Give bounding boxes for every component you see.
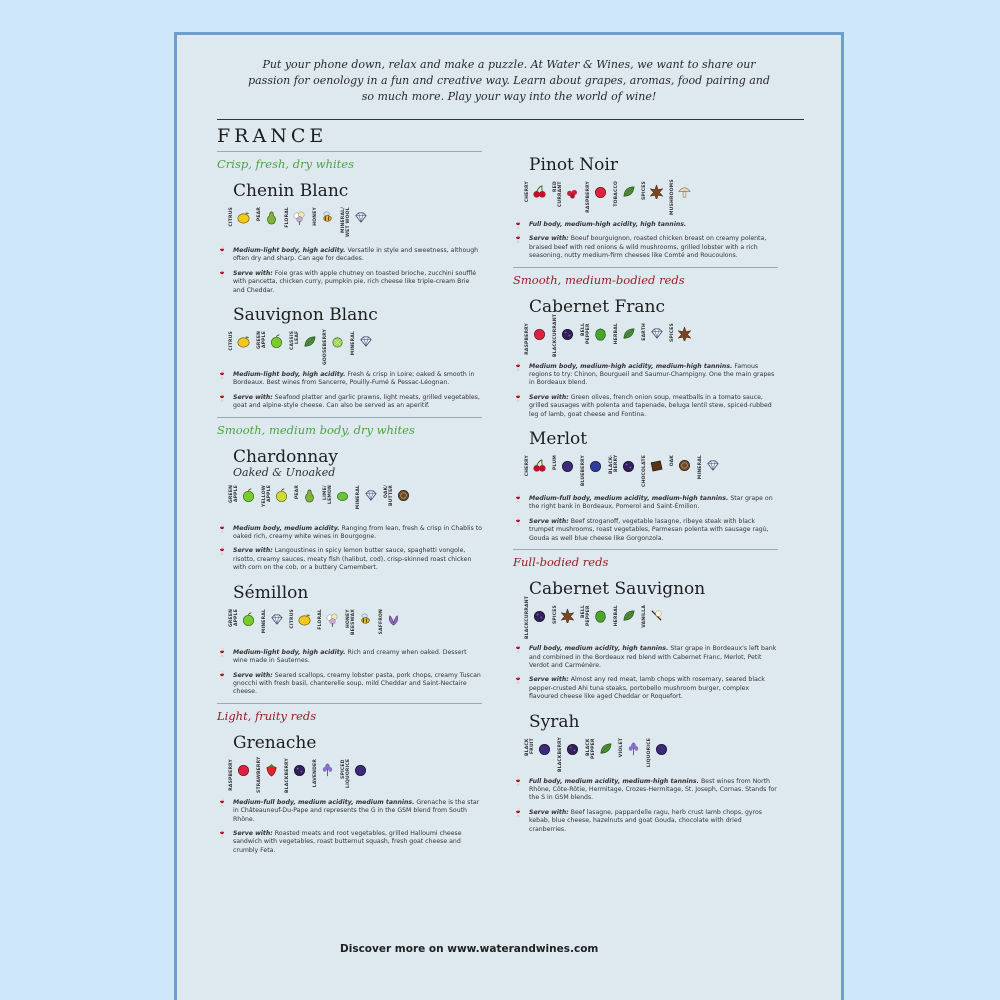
wine-glass-icon: 🍷 [217,246,227,255]
blue-icon [588,458,603,473]
grape-section [217,583,482,697]
aroma-label: VIOLET [619,737,624,757]
cherry-icon [532,458,547,473]
aroma-label: YELLOW APPLE [262,484,272,507]
aroma-item [525,323,547,357]
aroma-item [698,455,720,489]
aroma-label: BLACK PEPPER [586,737,596,759]
aroma-item [229,609,256,643]
grape-section [513,297,778,419]
body-profile: Medium-light body, high acidity. [233,247,346,254]
lemon-icon [297,612,312,627]
aroma-row [525,313,778,357]
aroma-label: FLORAL [318,608,323,630]
wine-glass-icon: 🍷 [513,516,523,526]
wine-glass-icon: 🍷 [513,807,523,817]
aroma-label: CITRUS [290,608,295,629]
pepper-icon [593,326,608,341]
aroma-item [642,605,664,639]
plum-icon [654,741,669,756]
wine-glass-icon: 🍷 [217,392,227,402]
apple-icon [241,612,256,627]
flower-icon [325,612,340,627]
body-profile: Medium-full body, medium acidity, medium-high tannins. [529,495,729,503]
flower-icon [292,210,307,225]
wine-glass-icon: 🍷 [217,647,227,657]
pairing-text: Beef stroganoff, vegetable lasagne, ribeye steak with black trumpet mushrooms, roast vegetables, Parmesan polenta with sausage ragù, Gouda as well blue cheese like Gorgonzola. [529,517,769,542]
aroma-label: PEAR [257,207,262,222]
aroma-item [670,181,692,215]
aroma-item [379,609,401,643]
body-profile: Medium body, medium acidity. [233,524,340,532]
country-title: FRANCE [217,125,328,147]
aroma-label: VANILLA [642,605,647,628]
aroma-label: MINERAL/ WET WOOL [341,207,351,237]
aroma-row [229,756,482,793]
aroma-item [229,207,251,241]
grape-section [217,447,482,573]
aroma-item [586,738,613,772]
plum-icon [560,458,575,473]
diamond-icon [649,326,664,341]
aroma-item [525,738,552,772]
aroma-label: CHERRY [525,455,530,477]
aroma-item [553,181,580,215]
wine-glass-icon: 🍷 [217,828,227,838]
grape-name: Syrah [529,711,580,732]
pepper-icon [593,608,608,623]
pairing-description [217,547,482,572]
aroma-label: CHOCOLATE [642,455,647,488]
leaf-icon [621,326,636,341]
pairing-text: Green olives, french onion soup, meatballs in a tomato sauce, grilled sausages with polenta and tapenade, beluga lentil stew, spiced-rubbed leg of lamb, goat cheese and Fontina. [529,393,772,418]
wine-glass-icon: 🍷 [513,494,523,504]
body-profile: Medium-light body, high acidity. [233,648,346,656]
aroma-label: LIQUORICE [647,737,652,767]
aroma-item [229,485,256,519]
diamond-icon [269,612,284,627]
aroma-label: BLACKBERRY [285,757,290,793]
aroma-label: MUSHROOMS [670,179,675,215]
grape-section [513,429,778,543]
body-notes: Rich and creamy when oaked. Dessert wine made in Sauternes. [233,648,467,665]
aroma-label: SPICES [553,605,558,625]
aroma-label: LIME/ LEMON [323,484,333,504]
aroma-item [670,455,692,489]
aroma-label: SPICED LIQUORICE [341,758,351,788]
pairing-description [217,672,482,697]
grape-name: Cabernet Sauvignon [529,579,706,600]
aroma-row [525,181,778,215]
aroma-item [351,331,373,365]
body-notes: Famous regions to try: Chinon, Bourgueil and Saumur-Champigny. One the main grapes in Bordeaux blend. [529,362,775,387]
wine-glass-icon: 🍷 [217,670,227,680]
aroma-item [262,609,284,643]
aroma-label: PLUM [553,455,558,470]
wine-glass-icon: 🍷 [513,361,523,371]
aroma-item [670,323,692,357]
body-description [513,778,778,803]
grape-name: Sémillon [233,582,309,603]
lemon-icon [236,334,251,349]
right-column [513,145,778,834]
footer-link-text: Discover more on www.waterandwines.com [340,943,599,955]
body-notes: Best wines from North Rhône, Côte-Rôtie, Hermitage, Crozes-Hermitage, St. Joseph, Cornas. Stands for the S in GSM blends. [529,777,777,802]
aroma-item [313,759,335,793]
star-icon [677,326,692,341]
wine-glass-icon: 🍷 [217,523,227,533]
pairing-description [513,809,778,834]
black-icon [565,741,580,756]
serve-with-label: Serve with: [529,676,569,684]
bee-icon [358,612,373,627]
aroma-label: BELL PEPPER [581,322,591,344]
aroma-label: BLUEBERRY [581,455,586,487]
aroma-label: SPICES [642,181,647,201]
body-profile: Full body, medium acidity, medium-high tannins. [529,777,699,785]
pairing-text: Seafood platter and garlic prawns, light meats, grilled vegetables, goat and alpine-style cheese. Can also be served as an aperitif. [233,393,480,410]
grape-section [513,155,778,261]
pairing-text: Roasted meats and root vegetables, grilled Halloumi cheese sandwich with vegetables, roast butternut squash, fresh goat cheese and crumbly Feta. [233,829,462,854]
pairing-description [217,270,482,295]
aroma-label: GOOSEBERRY [323,328,328,366]
aroma-label: BLACKCURRANT [553,313,558,357]
serve-with-label: Serve with: [233,829,273,837]
straw-icon [264,762,279,777]
aroma-item [295,485,317,519]
aroma-label: GREEN APPLE [257,331,267,350]
grape-name: Cabernet Franc [529,296,665,317]
pairing-description [217,394,482,411]
divider [217,119,804,120]
grape-name: Sauvignon Blanc [233,305,378,326]
aroma-item [647,738,669,772]
plum-icon [537,741,552,756]
body-description [513,495,778,512]
aroma-item [318,609,340,643]
grape-section [217,305,482,411]
lav-icon [320,762,335,777]
mush-icon [677,184,692,199]
pairing-text: Boeuf bourguignon, roasted chicken breast on creamy polenta, braised beef with red onions & wild mushrooms, grilled lobster with a rich seasoning, nutty medium-firm cheeses like Comté and Roucoulons. [529,235,767,260]
pairing-description [513,235,778,260]
grape-section [217,181,482,295]
grape-name: Pinot Noir [529,155,618,175]
wine-glass-icon: 🍷 [217,546,227,556]
aroma-item [581,605,608,639]
aroma-item [614,323,636,357]
diamond-icon [353,210,368,225]
body-description [217,799,482,824]
body-description [513,363,778,388]
wine-glass-icon: 🍷 [217,268,227,278]
wine-glass-icon: 🍷 [217,370,227,380]
aroma-item [581,455,603,489]
category-heading: Smooth, medium-bodied reds [513,267,778,287]
serve-with-label: Serve with: [233,269,273,277]
body-notes: Grenache is the star in Châteauneuf-Du-Pape and represents the G in the GSM blend from South Rhône. [233,798,480,823]
black-icon [560,326,575,341]
aroma-item [619,738,641,772]
aroma-row [229,609,482,643]
grape-section [217,733,482,855]
aroma-row [229,207,482,241]
wine-glass-icon: 🍷 [513,644,523,654]
aroma-label: SPICES [670,322,675,342]
grape-subtitle: Oaked & Unoaked [233,465,336,479]
pairing-text: Beef lasagne, pappardelle ragu, herb crust lamb chops, gyros kebab, blue cheese, hazelnuts and goat Gouda, chocolate with dried cranberries. [529,808,763,833]
aroma-item [586,181,608,215]
aroma-label: BLACK-BERRY [609,455,619,475]
apple-icon [269,334,284,349]
category-heading: Full-bodied reds [513,549,778,569]
body-description [217,247,482,264]
bee-icon [320,210,335,225]
aroma-label: CITRUS [229,207,234,227]
aroma-label: BLACK FRUIT [525,737,535,756]
grape-section [513,579,778,701]
aroma-item [558,738,580,772]
star-icon [560,608,575,623]
aroma-label: MINERAL [356,484,361,509]
leaf-icon [621,608,636,623]
lav-icon [626,741,641,756]
aroma-item [257,331,284,365]
category-heading: Light, fruity reds [217,703,482,723]
aroma-item [525,596,547,640]
aroma-item [341,759,368,793]
aroma-item [525,455,547,489]
pear-icon [302,488,317,503]
left-column [217,145,482,855]
grape-name: Merlot [529,429,588,450]
aroma-item [525,181,547,215]
pairing-text: Foie gras with apple chutney on toasted brioche, zucchini soufflé with pancetta, chicken curry, pumpkin pie, rich cheese like triple-cream Brie and Cheddar. [233,269,477,294]
wine-glass-icon: 🍷 [217,797,227,807]
aroma-item [614,181,636,215]
saffron-icon [386,612,401,627]
oak-icon [677,458,692,473]
aroma-item [346,609,373,643]
body-notes: Star grape in Bordeaux's left bank and combined in the Bordeaux red blend with Cabernet Franc, Merlot, Petit Verdot and Carménère. [529,645,777,669]
aroma-label: RASPBERRY [229,758,234,791]
grape-name: Chenin Blanc [233,181,349,201]
aroma-label: OAK/ BUTTER [384,484,394,506]
aroma-label: CITRUS [229,331,234,351]
serve-with-label: Serve with: [233,547,273,555]
rasp-icon [593,184,608,199]
rasp-icon [236,762,251,777]
berrygreen-icon [330,334,345,349]
aroma-label: HERBAL [614,322,619,344]
aroma-label: EARTH [642,322,647,341]
aroma-label: RASPBERRY [586,181,591,213]
aroma-row [229,328,482,366]
aroma-item [323,328,345,366]
aroma-label: MINERAL [351,331,356,356]
pairing-description [217,830,482,855]
oak-icon [396,488,411,503]
grape-section [513,712,778,834]
body-profile: Medium-light body, high acidity. [233,371,346,379]
aroma-label: MINERAL [698,455,703,480]
black-icon [621,458,636,473]
aroma-label: RASPBERRY [525,322,530,355]
aroma-item [356,485,378,519]
wine-glass-icon: 🍷 [513,675,523,685]
leaf-icon [621,184,636,199]
aroma-item [257,207,279,241]
aroma-label: PEAR [295,484,300,499]
body-description [217,649,482,666]
diamond-icon [363,488,378,503]
aroma-item [341,207,368,241]
aroma-label: FLORAL [285,207,290,228]
leaf-icon [598,741,613,756]
category-heading: Smooth, medium body, dry whites [217,417,482,437]
aroma-item [581,323,608,357]
rasp-icon [532,326,547,341]
aroma-row [229,485,482,519]
aroma-item [553,455,575,489]
cherry-icon [532,184,547,199]
serve-with-label: Serve with: [233,393,273,401]
choc-icon [649,458,664,473]
body-profile: Medium-full body, medium acidity, medium tannins. [233,798,415,806]
black-icon [292,762,307,777]
pear-icon [264,210,279,225]
body-description [513,645,778,670]
aroma-label: HONEY [313,207,318,226]
star-icon [649,184,664,199]
plum-icon [353,762,368,777]
body-profile: Full body, medium-high acidity, high tannins. [529,221,687,228]
aroma-label: MINERAL [262,608,267,633]
serve-with-label: Serve with: [233,671,273,679]
aroma-row [525,455,778,489]
aroma-label: RED CURRANT [553,181,563,207]
aroma-item [642,455,664,489]
aroma-item [642,181,664,215]
aroma-label: CASSIS LEAF [290,331,300,351]
body-description [513,221,778,229]
body-notes: Ranging from lean, fresh & crisp in Chablis to oaked rich, creamy white wines in Bourgogne. [233,524,482,541]
aroma-item [553,605,575,639]
aroma-item [290,331,317,365]
aroma-item [229,759,251,793]
aroma-item [285,759,307,793]
pairing-description [513,518,778,543]
diamond-icon [705,458,720,473]
aroma-row [525,738,778,772]
aroma-item [229,331,251,365]
aroma-item [553,313,575,357]
lemon-icon [236,210,251,225]
apple-icon [241,488,256,503]
pairing-text: Langoustines in spicy lemon butter sauce, spaghetti vongole, risotto, creamy sauces, meaty fish (halibut, cod), crisp-skinned roast chicken with corn on the cob, or a buttery Camembert. [233,547,472,572]
aroma-item [384,485,411,519]
body-description [217,525,482,542]
leaf-icon [302,334,317,349]
aroma-label: BLACKBERRY [558,736,563,772]
body-notes: Star grape on the right bank in Bordeaux, Pomerol and Saint-Émilion. [529,495,773,511]
serve-with-label: Serve with: [529,517,569,525]
wine-glass-icon: 🍷 [513,776,523,786]
wine-glass-icon: 🍷 [513,234,523,244]
aroma-label: STRAWBERRY [257,756,262,793]
aroma-label: BELL PEPPER [581,605,591,626]
aroma-label: HERBAL [614,605,619,627]
aroma-label: BLACKCURRANT [525,596,530,640]
pairing-text: Seared scallops, creamy lobster pasta, pork chops, creamy Tuscan gnocchi with fresh basil, chanterelle soup, mild Cheddar and Saint-Nectaire cheese. [233,671,481,696]
aroma-row [525,596,778,640]
aroma-label: GREEN APPLE [229,608,239,627]
wine-glass-icon: 🍷 [513,220,523,229]
serve-with-label: Serve with: [529,393,569,401]
aroma-item [614,605,636,639]
body-notes: Versatile in style and sweetness, although often dry and sharp. Can age for decades. [233,247,479,263]
category-heading: Crisp, fresh, dry whites [217,151,482,171]
wine-glass-icon: 🍷 [513,392,523,402]
serve-with-label: Serve with: [529,808,569,816]
aroma-label: SAFFRON [379,608,384,635]
aroma-item [285,207,307,241]
body-profile: Full body, medium acidity, high tannins. [529,645,669,653]
grape-name: Chardonnay [233,446,338,467]
aroma-item [323,485,350,519]
wine-poster [174,32,844,1000]
grape-name: Grenache [233,732,317,753]
body-profile: Medium body, medium-high acidity, medium-high tannins. [529,362,733,370]
aroma-label: HONEY BEESWAX [346,608,356,635]
aroma-label: TOBACCO [614,181,619,207]
intro-text: Put your phone down, relax and make a puzzle. At Water & Wines, we want to share our passion for oenology in a fun and creative way. Learn about grapes, aromas, food pairing and so much more. Play your way into the world of wine! [248,58,770,103]
body-notes: Fresh & crisp in Loire; oaked & smooth in Bordeaux. Best wines from Sancerre, Pouilly-Fumé & Pessac-Léognan. [233,371,475,387]
aroma-item [290,609,312,643]
pairing-description [513,676,778,701]
serve-with-label: Serve with: [529,235,569,243]
aroma-label: GREEN APPLE [229,484,239,503]
black-icon [532,608,547,623]
body-description [217,371,482,388]
aroma-label: LAVENDER [313,758,318,787]
lime-icon [335,488,350,503]
yapple-icon [274,488,289,503]
aroma-item [313,207,335,241]
pairing-text: Almost any red meat, lamb chops with rosemary, seared black pepper-crusted Ahi tuna steaks, portobello mushroom burger, complex flavoured cheese like aged Cheddar or Roquefort. [529,676,765,701]
diamond-icon [358,334,373,349]
aroma-label: OAK [670,455,675,467]
aroma-item [257,756,279,793]
aroma-label: CHERRY [525,181,530,203]
aroma-item [642,323,664,357]
currant-icon [565,184,580,199]
pairing-description [513,394,778,419]
aroma-item [609,455,636,489]
aroma-item [262,485,289,519]
vanilla-icon [649,608,664,623]
